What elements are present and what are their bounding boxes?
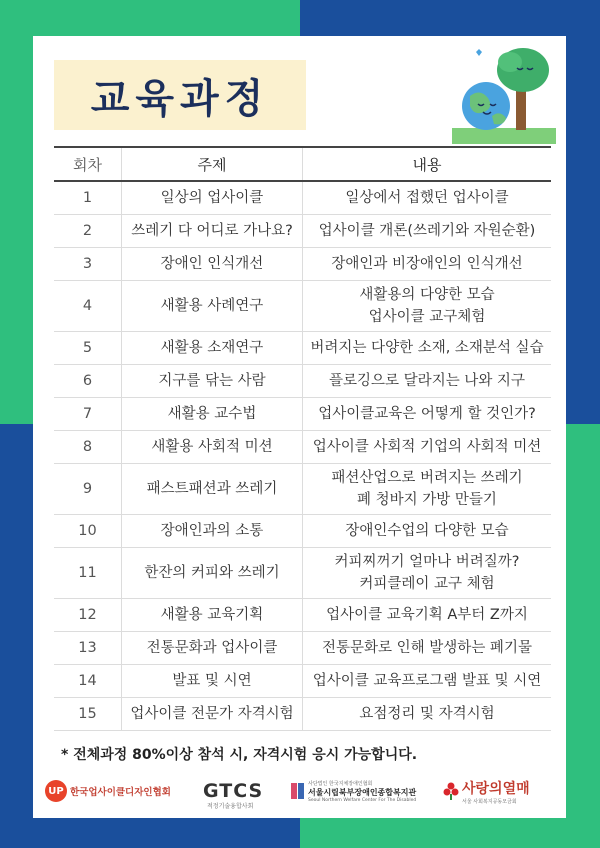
cell-content: [303, 332, 552, 365]
gtcs-sub: 적정기술융합사회: [207, 803, 254, 810]
logo-gtcs: [203, 771, 263, 811]
cell-content: [303, 248, 552, 281]
content-card: [33, 36, 566, 818]
cell-topic: 패스트패션과 쓰레기: [122, 464, 303, 515]
cell-round: 12: [54, 599, 122, 632]
welfare-center-english: Seoul Northern Welfare Center For The Disabled: [308, 797, 417, 803]
content-line: 장애인과 비장애인의 인식개선: [331, 256, 523, 272]
gtcs-name: GTCS: [203, 780, 264, 802]
attendance-note: * 전체과정 80%이상 참석 시, 자격시험 응시 가능합니다.: [61, 747, 418, 763]
content-line: 새활용의 다양한 모습: [359, 287, 495, 303]
cell-round: 14: [54, 665, 122, 698]
cell-round: 7: [54, 398, 122, 431]
welfare-center-icon: [291, 781, 305, 801]
cell-topic: 한잔의 커피와 쓰레기: [122, 548, 303, 599]
table-row: [54, 665, 551, 698]
welfare-center-name: 서울시립북부장애인종합복지관: [308, 787, 417, 797]
cell-content: [303, 365, 552, 398]
table-row: [54, 215, 551, 248]
cell-topic: 일상의 업사이클: [122, 181, 303, 215]
cell-round: 4: [54, 281, 122, 332]
content-line: 폐 청바지 가방 만들기: [357, 492, 497, 508]
cell-topic: 지구를 닦는 사람: [122, 365, 303, 398]
content-line: 커피클레이 교구 체험: [359, 576, 495, 592]
welfare-center-affiliation: 사단법인 한국지체장애인협회: [308, 780, 373, 787]
table-row: [54, 515, 551, 548]
love-fruit-name: 사랑의열매: [462, 780, 530, 797]
cell-round: 3: [54, 248, 122, 281]
love-fruit-icon: [443, 782, 459, 800]
cell-content: [303, 698, 552, 731]
cell-topic: 새활용 사례연구: [122, 281, 303, 332]
table-row: [54, 398, 551, 431]
cell-content: [303, 464, 552, 515]
cell-round: 2: [54, 215, 122, 248]
cell-round: 5: [54, 332, 122, 365]
table-row: [54, 464, 551, 515]
content-line: 업사이클 사회적 기업의 사회적 미션: [312, 439, 542, 455]
cell-topic: 새활용 교육기획: [122, 599, 303, 632]
content-line: 업사이클 개론(쓰레기와 자원순환): [318, 223, 536, 239]
cell-round: 1: [54, 181, 122, 215]
content-line: 플로깅으로 달라지는 나와 지구: [329, 373, 525, 389]
cell-topic: 새활용 소재연구: [122, 332, 303, 365]
cell-topic: 장애인 인식개선: [122, 248, 303, 281]
cell-topic: 새활용 교수법: [122, 398, 303, 431]
content-line: 전통문화로 인해 발생하는 폐기물: [322, 640, 532, 656]
table-row: [54, 632, 551, 665]
earth-tree-illustration-icon: [448, 44, 558, 148]
cell-content: [303, 599, 552, 632]
cell-content: [303, 215, 552, 248]
table-row: [54, 332, 551, 365]
cell-content: [303, 281, 552, 332]
header-topic: 주제: [122, 147, 303, 181]
cell-topic: 발표 및 시연: [122, 665, 303, 698]
title-box: [54, 60, 306, 130]
content-line: 업사이클 교구체험: [368, 309, 486, 325]
table-row: [54, 181, 551, 215]
page-title: 교육과정: [90, 75, 270, 122]
cell-topic: 장애인과의 소통: [122, 515, 303, 548]
header-round: 회차: [54, 147, 122, 181]
curriculum-table: [54, 146, 551, 731]
up-logo-icon: UP: [45, 780, 67, 802]
cell-content: [303, 515, 552, 548]
table-row: [54, 698, 551, 731]
cell-round: 9: [54, 464, 122, 515]
table-row: [54, 431, 551, 464]
cell-round: 11: [54, 548, 122, 599]
cell-content: [303, 431, 552, 464]
love-fruit-sub: 서울 사회복지공동모금회: [462, 798, 517, 805]
cell-topic: 업사이클 전문가 자격시험: [122, 698, 303, 731]
sponsor-logos: [45, 771, 555, 811]
content-line: 커피찌꺼기 얼마나 버려질까?: [334, 554, 520, 570]
cell-round: 10: [54, 515, 122, 548]
cell-content: [303, 548, 552, 599]
content-line: 업사이클교육은 어떻게 할 것인가?: [318, 406, 536, 422]
logo-love-fruit: [443, 771, 530, 811]
cell-content: [303, 398, 552, 431]
table-row: [54, 248, 551, 281]
cell-content: [303, 181, 552, 215]
table-row: [54, 548, 551, 599]
table-header-row: [54, 147, 551, 181]
content-line: 업사이클 교육기획 A부터 Z까지: [326, 607, 528, 623]
logo-upcycle-association: [45, 771, 171, 811]
cell-round: 13: [54, 632, 122, 665]
cell-content: [303, 665, 552, 698]
cell-round: 6: [54, 365, 122, 398]
cell-round: 8: [54, 431, 122, 464]
logo-seoul-welfare-center: [291, 771, 416, 811]
content-line: 요점정리 및 자격시험: [359, 706, 495, 722]
upcycle-association-name: 한국업사이클디자인협회: [70, 787, 171, 798]
table-row: [54, 599, 551, 632]
cell-topic: 쓰레기 다 어디로 가나요?: [122, 215, 303, 248]
cell-content: [303, 632, 552, 665]
cell-topic: 새활용 사회적 미션: [122, 431, 303, 464]
cell-topic: 전통문화과 업사이클: [122, 632, 303, 665]
content-line: 버려지는 다양한 소재, 소재분석 실습: [310, 340, 544, 356]
table-row: [54, 281, 551, 332]
content-line: 업사이클 교육프로그램 발표 및 시연: [312, 673, 542, 689]
content-line: 패션산업으로 버려지는 쓰레기: [331, 470, 523, 486]
content-line: 일상에서 접했던 업사이클: [345, 190, 509, 206]
cell-round: 15: [54, 698, 122, 731]
table-row: [54, 365, 551, 398]
header-content: 내용: [303, 147, 552, 181]
content-line: 장애인수업의 다양한 모습: [345, 523, 509, 539]
